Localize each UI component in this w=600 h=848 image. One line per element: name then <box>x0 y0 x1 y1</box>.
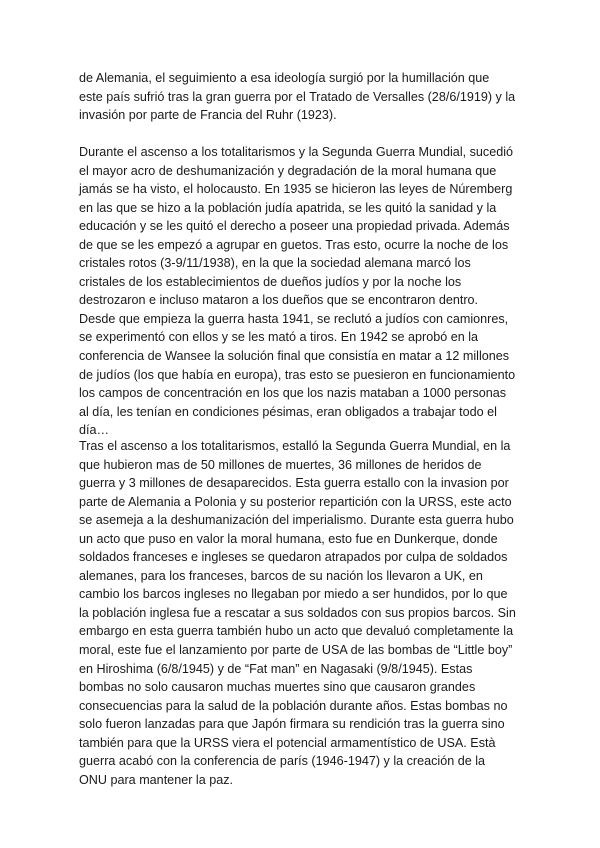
paragraph-segunda-guerra-mundial: Tras el ascenso a los totalitarismos, estalló la Segunda Guerra Mundial, en la que hubieron mas de 50 millones de muertes, 36 millones de heridos de guerra y 3 millones de desaparecidos. Esta guerra estallo con la invasion por parte de Alemania a Polonia y su posterior repartición con la URSS, este acto se asemeja a la deshumanización del imperialismo. Durante esta guerra hubo un acto que puso en valor la moral humana, esto fue en Dunkerque, donde soldados franceses e ingleses se quedaron atrapados por culpa de soldados alemanes, para los franceses, barcos de su nación los llevaron a UK, en cambio los barcos ingleses no llegaban por miedo a ser hundidos, por lo que la población inglesa fue a rescatar a sus soldados con sus propios barcos. Sin embargo en esta guerra también hubo un acto que devaluó completamente la moral, este fue el lanzamiento por parte de USA de las bombas de “Little boy” en Hiroshima (6/8/1945) y de “Fat man” en Nagasaki (9/8/1945). Estas bombas no solo causaron muchas muertes sino que causaron grandes consecuencias para la salud de la población durante años. Estas bombas no solo fueron lanzadas para que Japón firmara su rendición tras la guerra sino también para que la URSS viera el potencial armamentístico de USA. Està guerra acabó con la conferencia de parís (1946-1947) y la creación de la ONU para mantener la paz. <box>79 439 516 787</box>
paragraph-versalles: de Alemania, el seguimiento a esa ideología surgió por la humillación que este país sufrió tras la gran guerra por el Tratado de Versalles (28/6/1919) y la invasión por parte de Francia del Ruhr (1923). <box>79 71 516 123</box>
paragraph-holocausto: Durante el ascenso a los totalitarismos y la Segunda Guerra Mundial, sucedió el mayor acro de deshumanización y degradación de la moral humana que jamás se ha visto, el holocausto. En 1935 se hicieron las leyes de Núremberg en las que se hizo a la población judía apatrida, se les quitó la sanidad y la educación y se les quitó el derecho a poseer una propiedad privada. Además de que se les empezó a agrupar en guetos. Tras esto, ocurre la noche de los cristales rotos (3-9/11/1938), en la que la sociedad alemana marcó los cristales de los establecimientos de dueños judíos y por la noche los destrozaron e incluso mataron a los dueños que se encontraron dentro. Desde que empieza la guerra hasta 1941, se reclutó a judíos con camionres, se experimentó con ellos y se les mató a tiros. En 1942 se aprobó en la conferencia de Wansee la solución final que consistía en matar a 12 millones de judíos (los que había en europa), tras esto se puesieron en funcionamiento los campos de concentración en los que los nazis mataban a 1000 personas al día, les tenían en condiciones pésimas, eran obligados a trabajar todo el día… <box>79 145 516 438</box>
